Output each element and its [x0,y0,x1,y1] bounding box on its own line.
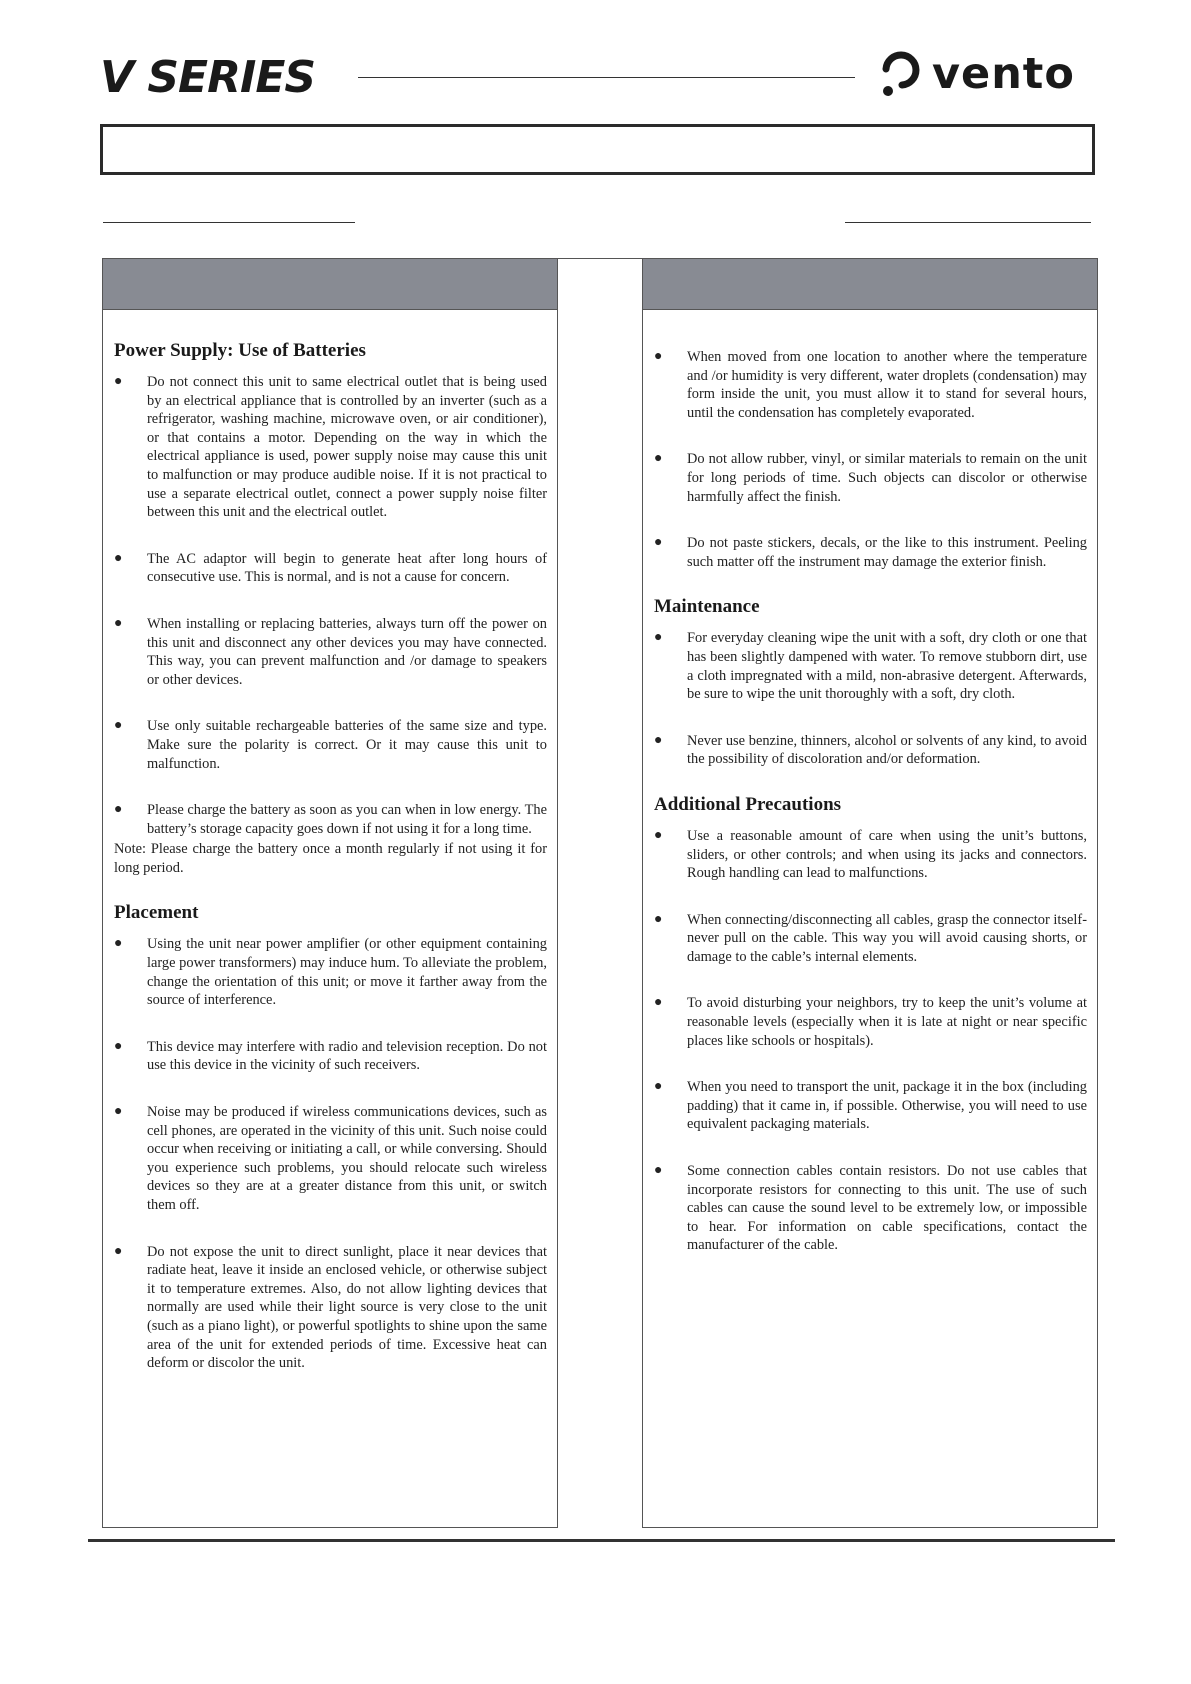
bullet-icon: ● [114,615,123,631]
list-item: ● For everyday cleaning wipe the unit with a soft, dry cloth or one that has been slightly dampened with water. To remove stubborn dirt, use a cloth impregnated with a mild, non-abrasive detergent. Afterwards, be sure to wipe the unit thoroughly with a soft, dry cloth. [654,630,1087,703]
list-item: ● Some connection cables contain resistors. Do not use cables that incorporate resistors for connecting to this unit. The use of such cables can cause the sound level to be extremely low, or impossible to hear. For information on cable specifications, contact the manufacturer of the cable. [654,1163,1087,1254]
bullet-icon: ● [114,802,123,818]
footer-rule [88,1539,1115,1542]
list-item: ● When you need to transport the unit, package it in the box (including padding) that it came in, if possible. Otherwise, you will need to use equivalent packaging materials. [654,1079,1087,1133]
brand-name: vento [932,49,1075,99]
bullet-icon: ● [654,1163,663,1179]
list-item: ● Use only suitable rechargeable batteries of the same size and type. Make sure the polarity is correct. Or it may cause this unit to malfunction. [114,718,547,772]
bullet-icon: ● [114,1038,123,1054]
list-item: ● Do not allow rubber, vinyl, or similar materials to remain on the unit for long periods of time. Such objects can discolor or otherwise harmfully affect the finish. [654,451,1087,505]
page-title-box [100,124,1095,175]
placement-heading: Placement [114,902,199,924]
list-item: ● Never use benzine, thinners, alcohol or solvents of any kind, to avoid the possibility of discoloration and/or deformation. [654,732,1087,768]
list-item: ● This device may interfere with radio and television reception. Do not use this device in the vicinity of such receivers. [114,1038,547,1074]
right-short-rule [845,222,1091,223]
bullet-icon: ● [654,827,663,843]
bullet-icon: ● [114,1243,123,1259]
bullet-icon: ● [114,374,123,389]
left-short-rule [103,222,355,223]
bullet-icon: ● [654,630,663,646]
list-item: ● Please charge the battery as soon as you can when in low energy. The battery’s storage capacity goes down if not using it for a long time. [114,802,547,837]
vento-logo [878,48,1075,100]
list-item: ● To avoid disturbing your neighbors, try to keep the unit’s volume at reasonable levels (especially when it is late at night or near specific places like schools or hospitals). [654,995,1087,1049]
list-item: ● Do not expose the unit to direct sunlight, place it near devices that radiate heat, leave it inside an enclosed vehicle, or otherwise subject it to temperature extremes. Also, do not allow lighting devices that normally are used while their light source is very close to the unit (such as a piano light), or powerful spotlights to shine upon the same area of the unit for extended periods of time. Excessive heat can deform or discolor the unit. [114,1243,547,1372]
list-item: ● The AC adaptor will begin to generate heat after long hours of consecutive use. This is normal, and is not a cause for concern. [114,550,547,586]
left-column-header [102,258,558,310]
list-item: ● Using the unit near power amplifier (or other equipment containing large power transformers) may induce hum. To alleviate the problem, change the orientation of this unit; or move it farther away from the source of interference. [114,936,547,1009]
bullet-icon: ● [654,535,663,551]
bullet-icon: ● [114,550,123,566]
list-item: ● When connecting/disconnecting all cables, grasp the connector itself-never pull on the cable. This way you will avoid causing shorts, or damage to the cable’s internal elements. [654,911,1087,965]
header-rule [358,77,855,78]
bullet-icon: ● [654,349,663,364]
bullet-icon: ● [114,1104,123,1120]
column-gutter [557,258,643,1528]
right-column [654,348,1087,1255]
list-item: ● When installing or replacing batteries, always turn off the power on this unit and disconnect any other devices you may have connected. This way, you can prevent malfunction and /or damage to speakers or other devices. [114,615,547,688]
maintenance-heading: Maintenance [654,596,760,618]
battery-note: Note: Please charge the battery once a month regularly if not using it for long period. [114,841,547,876]
list-item: ● When moved from one location to another where the temperature and /or humidity is very different, water droplets (condensation) may form inside the unit, you must allow it to stand for several hours, until the condensation has completely evaporated. [654,349,1087,421]
bullet-icon: ● [114,718,123,734]
bullet-icon: ● [654,911,663,927]
bullet-icon: ● [654,1079,663,1095]
left-column [114,339,547,1373]
list-item: ● Noise may be produced if wireless communications devices, such as cell phones, are operated in the vicinity of this unit. Such noise could occur when receiving or initiating a call, or while conversing. Should you experience such problems, you should relocate such wireless devices so they are at a greater distance from this unit, or switch them off. [114,1104,547,1213]
list-item: ● Do not paste stickers, decals, or the like to this instrument. Peeling such matter off the instrument may damage the exterior finish. [654,535,1087,570]
vento-logo-icon [878,49,922,99]
power-supply-heading: Power Supply: Use of Batteries [114,340,366,361]
bullet-icon: ● [114,936,123,952]
bullet-icon: ● [654,451,663,467]
bullet-icon: ● [654,995,663,1011]
bullet-icon: ● [654,732,663,748]
list-item: ● Use a reasonable amount of care when using the unit’s buttons, sliders, or other controls; and when using its jacks and connectors. Rough handling can lead to malfunctions. [654,827,1087,882]
additional-precautions-heading: Additional Precautions [654,793,842,815]
right-column-header [642,258,1098,310]
list-item: ● Do not connect this unit to same electrical outlet that is being used by an electrical appliance that is controlled by an inverter (such as a refrigerator, washing machine, microwave oven, or air conditioner), or that contains a motor. Depending on the way in which the electrical appliance is used, power supply noise may cause this unit to malfunction or may produce audible noise. If it is not practical to use a separate electrical outlet, connect a power supply noise filter between this unit and the electrical outlet. [114,374,547,521]
series-title: V SERIES [100,52,316,103]
